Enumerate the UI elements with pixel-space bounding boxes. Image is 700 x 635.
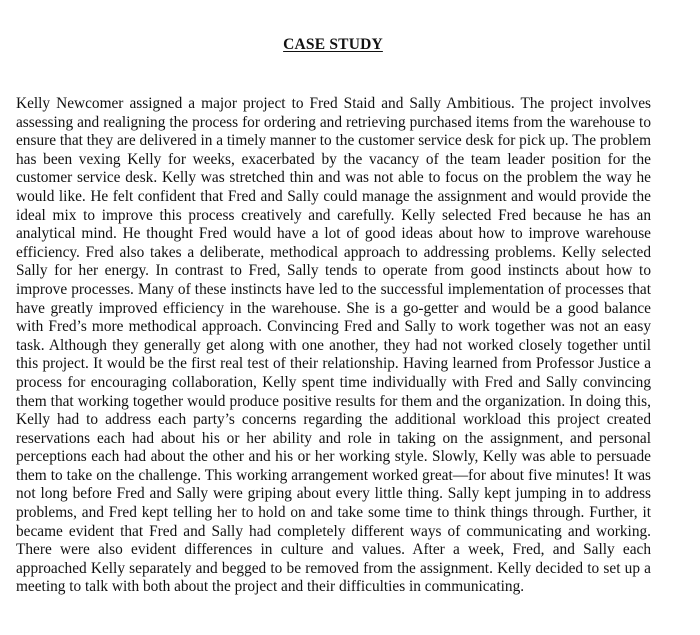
case-study-paragraph: Kelly Newcomer assigned a major project to Fred Staid and Sally Ambitious. The project involves assessing and realigning the process for ordering and retrieving purchased items from the warehouse to ensure that they are delivered in a timely manner to the customer service desk for pick up. The problem has been vexing Kelly for weeks, exacerbated by the vacancy of the team leader position for the customer service desk. Kelly was stretched thin and was not able to focus on the problem the way he would like. He felt confident that Fred and Sally could manage the assignment and would provide the ideal mix to improve this process creatively and carefully. Kelly selected Fred because he has an analytical mind. He thought Fred would have a lot of good ideas about how to improve warehouse efficiency. Fred also takes a deliberate, methodical approach to addressing problems. Kelly selected Sally for her energy. In contrast to Fred, Sally tends to operate from good instincts about how to improve processes. Many of these instincts have led to the successful implementation of processes that have greatly improved efficiency in the warehouse. She is a go-getter and would be a good balance with Fred’s more methodical approach. Convincing Fred and Sally to work together was not an easy task. Although they generally get along with one another, they had not worked closely together until this project. It would be the first real test of their relationship. Having learned from Professor Justice a process for encouraging collaboration, Kelly spent time individually with Fred and Sally convincing them that working together would produce positive results for them and the organization. In doing this, Kelly had to address each party’s concerns regarding the additional workload this project created reservations each had about his or her ability and role in taking on the assignment, and personal perceptions each had about the other and his or her working style. Slowly, Kelly was able to persuade them to take on the challenge. This working arrangement worked great—for about five minutes! It was not long before Fred and Sally were griping about every little thing. Sally kept jumping in to address problems, and Fred kept telling her to hold on and take some time to think things through. Further, it became evident that Fred and Sally had completely different ways of communicating and working. There were also evident differences in culture and values. After a week, Fred, and Sally each approached Kelly separately and begged to be removed from the assignment. Kelly decided to set up a meeting to talk with both about the project and their difficulties in communicating. (16, 95, 651, 596)
document-title: CASE STUDY (283, 36, 383, 53)
